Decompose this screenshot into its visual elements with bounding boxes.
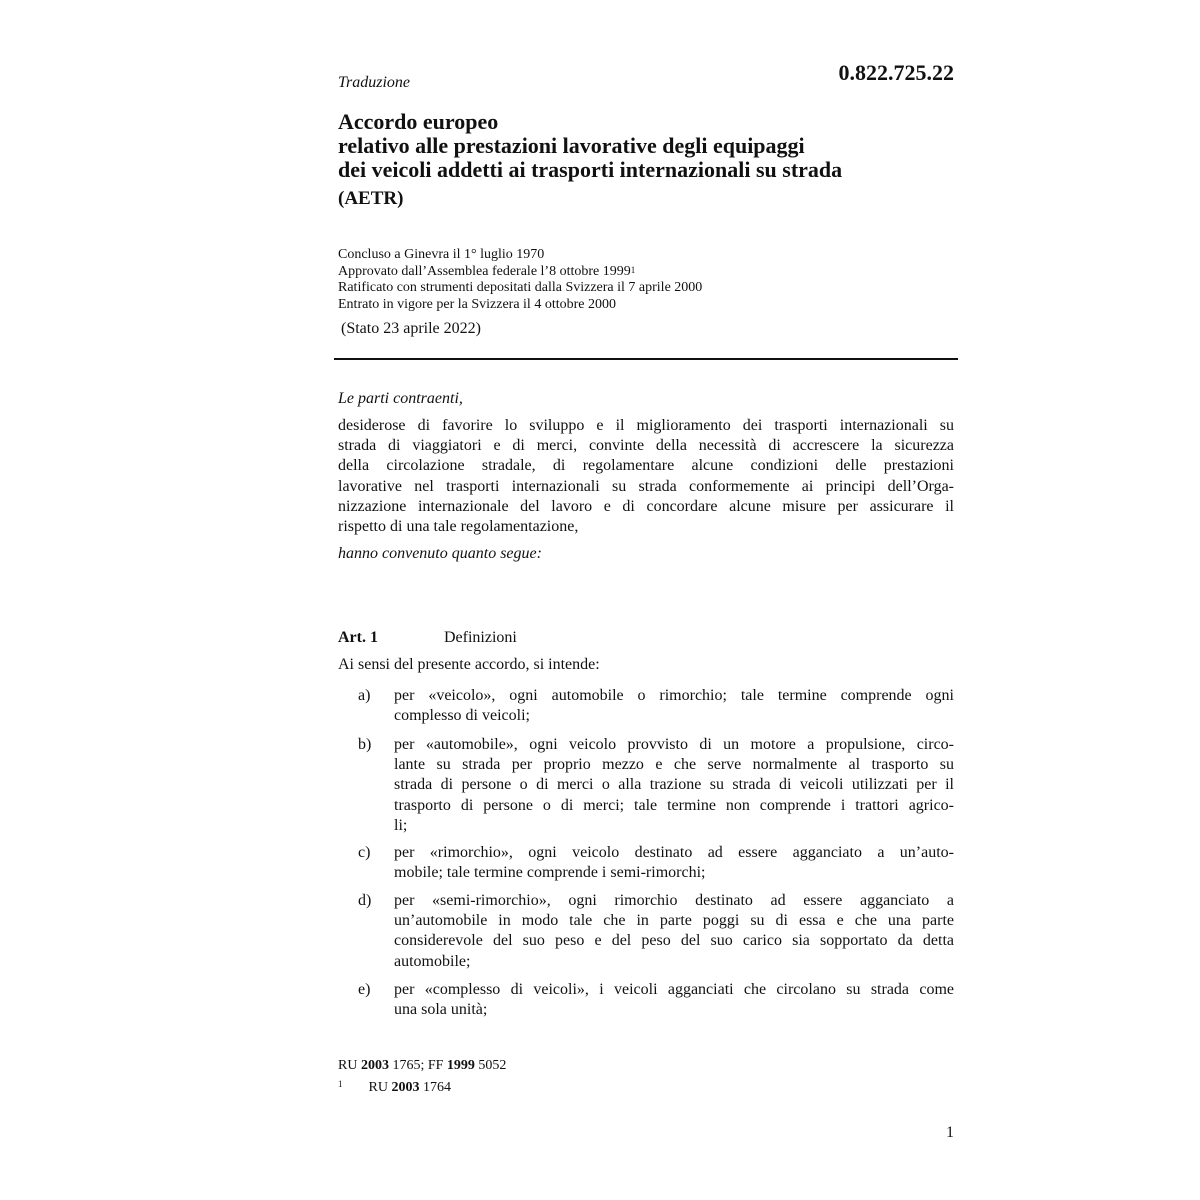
header-divider <box>334 358 958 360</box>
preamble-line: desiderose di favorire lo sviluppo e il miglioramento dei trasporti internazionali su <box>338 417 954 434</box>
translation-label: Traduzione <box>338 74 411 91</box>
footnote-text <box>369 1080 451 1095</box>
definition-line: trasporto di persone o di merci; tale termine non comprende i trattori agrico- <box>394 796 954 814</box>
status-date: (Stato 23 aprile 2022) <box>341 320 481 337</box>
preamble-closing: hanno convenuto quanto segue: <box>338 545 542 562</box>
footnote-1 <box>338 1080 451 1096</box>
definition-letter: a) <box>358 687 371 704</box>
definition-text <box>394 686 954 726</box>
title-line: Accordo europeo <box>338 109 499 134</box>
preamble-line: lavorative nel trasporti internazionali su strada conformemente ai principi dell’Orga- <box>338 477 954 495</box>
preamble-intro: Le parti contraenti, <box>338 390 463 407</box>
definition-text <box>394 843 954 883</box>
preamble-line: nizzazione internazionale del lavoro e di concordare alcune misure per assicurare il <box>338 497 954 515</box>
preamble-line: della circolazione stradale, di regolamentare alcune condizioni delle prestazioni <box>338 457 954 475</box>
definition-line: un’automobile in modo tale che in parte poggi su di essa e che una parte <box>394 912 954 930</box>
definition-text <box>394 980 954 1020</box>
ru-page: 1765; <box>392 1058 425 1073</box>
definition-line: li; <box>394 816 408 834</box>
title-abbreviation: (AETR) <box>338 188 404 209</box>
concluded-line: Concluso a Ginevra il 1° luglio 1970 <box>338 247 545 262</box>
definition-letter: e) <box>358 981 371 998</box>
ratified-line: Ratificato con strumenti depositati dalla Svizzera il 7 aprile 2000 <box>338 280 703 295</box>
ru-page: 1764 <box>422 1080 451 1095</box>
footnote-mark: 1 <box>338 1079 343 1089</box>
preamble-paragraph <box>338 416 954 537</box>
source-reference <box>338 1058 506 1074</box>
page-number: 1 <box>946 1124 954 1141</box>
ru-year: 2003 <box>360 1058 389 1073</box>
definition-text <box>394 891 954 972</box>
definition-line: mobile; tale termine comprende i semi-rimorchi; <box>394 864 706 882</box>
definition-letter: d) <box>358 892 372 909</box>
definition-line: per «complesso di veicoli», i veicoli agganciati che circolano su strada come <box>394 981 954 998</box>
article-title: Definizioni <box>443 629 517 646</box>
ru-label: RU <box>368 1080 388 1095</box>
ff-label: FF <box>427 1058 444 1073</box>
ru-label: RU <box>338 1058 358 1073</box>
definition-letter: b) <box>358 736 372 753</box>
definition-line: lante su strada per proprio mezzo e che serve normalmente al trasporto su <box>394 756 954 774</box>
definition-line: per «rimorchio», ogni veicolo destinato ad essere agganciato a un’auto- <box>394 844 954 861</box>
article-number: Art. 1 <box>338 629 378 646</box>
definition-line: per «veicolo», ogni automobile o rimorchio; tale termine comprende ogni <box>394 687 954 704</box>
title-line: relativo alle prestazioni lavorative degli equipaggi <box>338 133 805 158</box>
title-line: dei veicoli addetti ai trasporti internazionali su strada <box>338 157 843 182</box>
ff-year: 1999 <box>446 1058 475 1073</box>
article-intro: Ai sensi del presente accordo, si intende: <box>338 656 600 673</box>
definition-letter: c) <box>358 844 371 861</box>
definition-line: strada di persone o di merci o alla trazione su strada di veicoli utilizzati per il <box>394 776 954 794</box>
approved-text: Approvato dall’Assemblea federale l’8 ottobre 1999 <box>338 263 631 279</box>
preamble-line: rispetto di una tale regolamentazione, <box>338 517 579 535</box>
preamble-line: strada di viaggiatori e di merci, convinte della necessità di accrescere la sicurezza <box>338 437 954 455</box>
definition-line: per «automobile», ogni veicolo provvisto di un motore a propulsione, circo- <box>394 736 954 753</box>
definition-line: automobile; <box>394 952 471 970</box>
footnote-reference[interactable]: 1 <box>630 264 636 275</box>
definition-text <box>394 735 954 836</box>
in-force-line: Entrato in vigore per la Svizzera il 4 ottobre 2000 <box>338 296 616 312</box>
approved-line <box>338 264 958 281</box>
definition-line: una sola unità; <box>394 1001 488 1019</box>
sr-number: 0.822.725.22 <box>838 60 954 85</box>
ru-year: 2003 <box>391 1080 420 1095</box>
definition-line: considerevole del suo peso e del peso del suo carico sia sopportato da detta <box>394 932 954 950</box>
definition-line: complesso di veicoli; <box>394 707 530 725</box>
article-heading <box>338 629 517 647</box>
document-title <box>338 110 958 182</box>
definition-line: per «semi-rimorchio», ogni rimorchio destinato ad essere agganciato a <box>394 892 954 909</box>
ff-page: 5052 <box>478 1058 507 1073</box>
treaty-metadata <box>338 247 958 313</box>
